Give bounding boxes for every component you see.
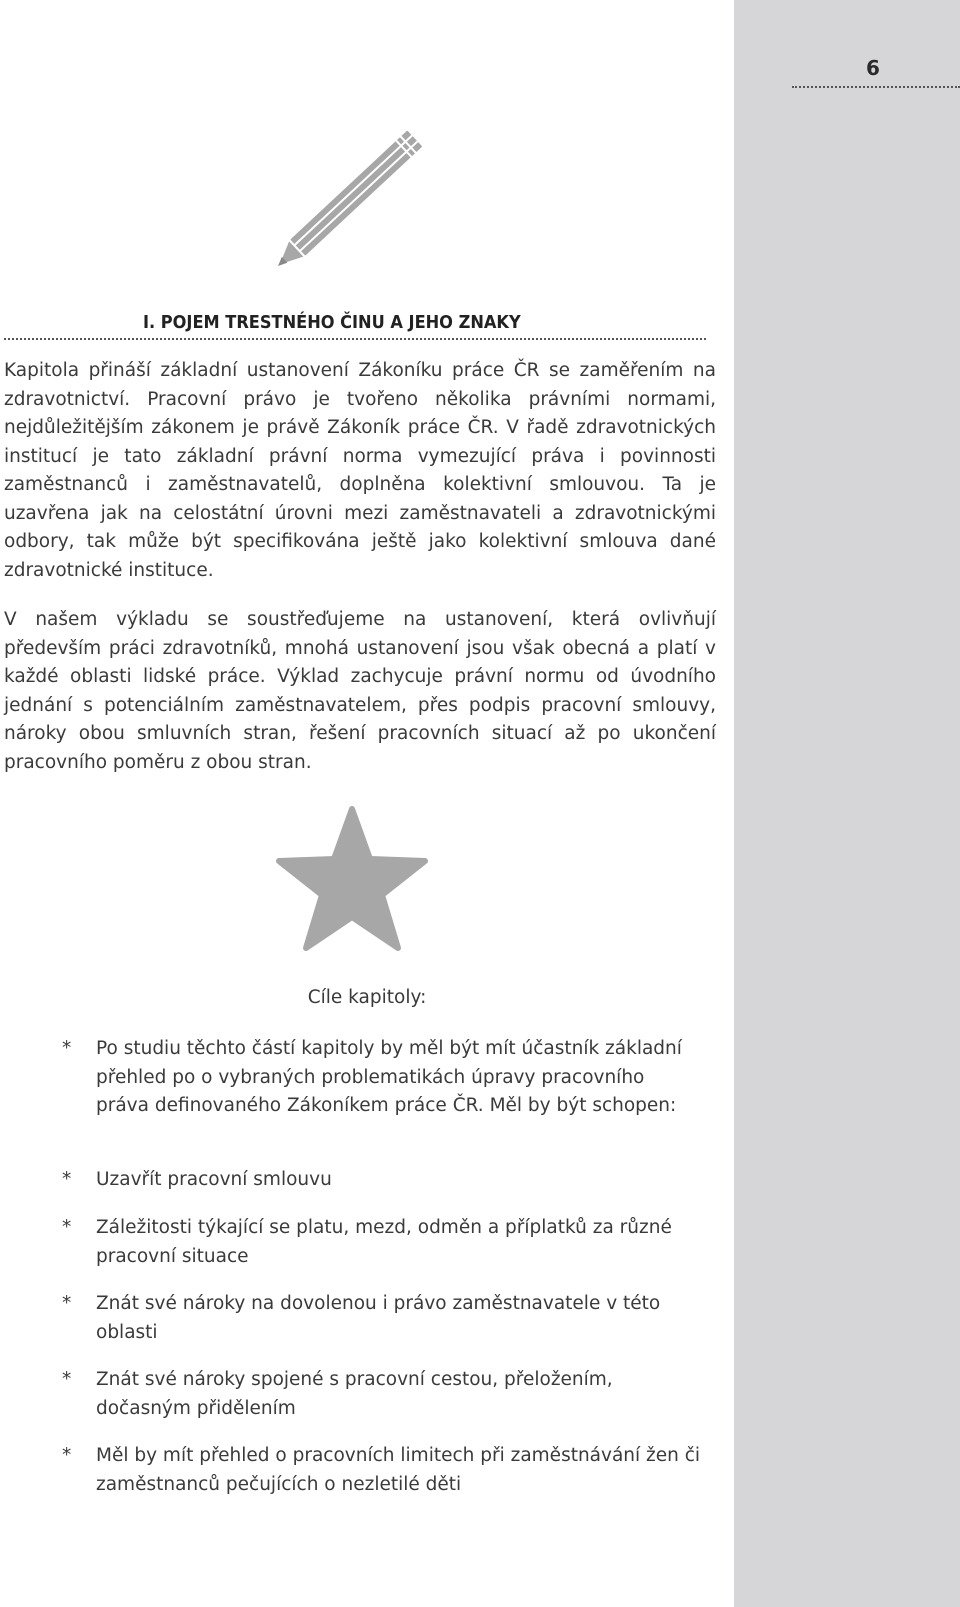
bullet-mark: * — [62, 1217, 72, 1238]
goal-text: Měl by mít přehled o pracovních limitech při zaměstnávání žen či zaměstnanců pečujících o nezletilé děti — [96, 1445, 701, 1495]
goal-item — [62, 1442, 702, 1499]
star-icon — [274, 805, 430, 953]
heading-divider — [4, 338, 706, 340]
goal-item — [62, 1214, 702, 1271]
page-sidebar — [734, 0, 960, 1607]
bullet-mark: * — [62, 1293, 72, 1314]
intro-paragraph: Kapitola přináší základní ustanovení Zákoníku práce ČR se zaměřením na zdravotnictví. Pracovní právo je tvořeno několika právními normami, nejdůležitějším zákonem je právě Zákoník práce ČR. V řadě zdravotnických institucí je tato základní právní norma vymezující práva i povinnosti zaměstnanců i zaměstnavatelů, doplněna kolektivní smlouvou. Ta je uzavřena jak na celostátní úrovni mezi zaměstnavateli a zdravotnickými odbory, tak může být specifikována ještě jako kolektivní smlouva dané zdravotnické instituce. — [4, 360, 716, 581]
bullet-mark: * — [62, 1369, 72, 1390]
goals-title: Cíle kapitoly: — [307, 987, 427, 1008]
goal-item — [62, 1035, 702, 1121]
goal-item — [62, 1366, 702, 1423]
chapter-heading: I. POJEM TRESTNÉHO ČINU A JEHO ZNAKY — [143, 312, 521, 333]
scope-paragraph: V našem výkladu se soustřeďujeme na ustanovení, která ovlivňují především práci zdravotníků, mnohá ustanovení jsou však obecná a platí v každé oblasti lidské práce. Výklad zachycuje právní normu od úvodního jednání s potenciálním zaměstnavatelem, přes podpis pracovní smlouvy, nároky obou smluvních stran, řešení pracovních situací až po ukončení pracovního poměru z obou stran. — [4, 609, 716, 773]
bullet-mark: * — [62, 1038, 72, 1059]
bullet-mark: * — [62, 1169, 72, 1190]
goal-text: Znát své nároky spojené s pracovní cestou, přeložením, dočasným přidělením — [96, 1369, 613, 1419]
goal-text: Po studiu těchto částí kapitoly by měl být mít účastník základní přehled po o vybraných problematikách úpravy pracovního práva definovaného Zákoníkem práce ČR. Měl by být schopen: — [96, 1038, 682, 1116]
goal-text: Záležitosti týkající se platu, mezd, odměn a příplatků za různé pracovní situace — [96, 1217, 672, 1267]
pencil-icon — [272, 118, 440, 278]
page-number: 6 — [866, 56, 880, 80]
goal-text: Uzavřít pracovní smlouvu — [96, 1169, 332, 1190]
bullet-mark: * — [62, 1445, 72, 1466]
goal-item — [62, 1290, 702, 1347]
page-number-divider — [792, 86, 960, 88]
goal-item — [62, 1166, 702, 1195]
goal-text: Znát své nároky na dovolenou i právo zaměstnavatele v této oblasti — [96, 1293, 661, 1343]
